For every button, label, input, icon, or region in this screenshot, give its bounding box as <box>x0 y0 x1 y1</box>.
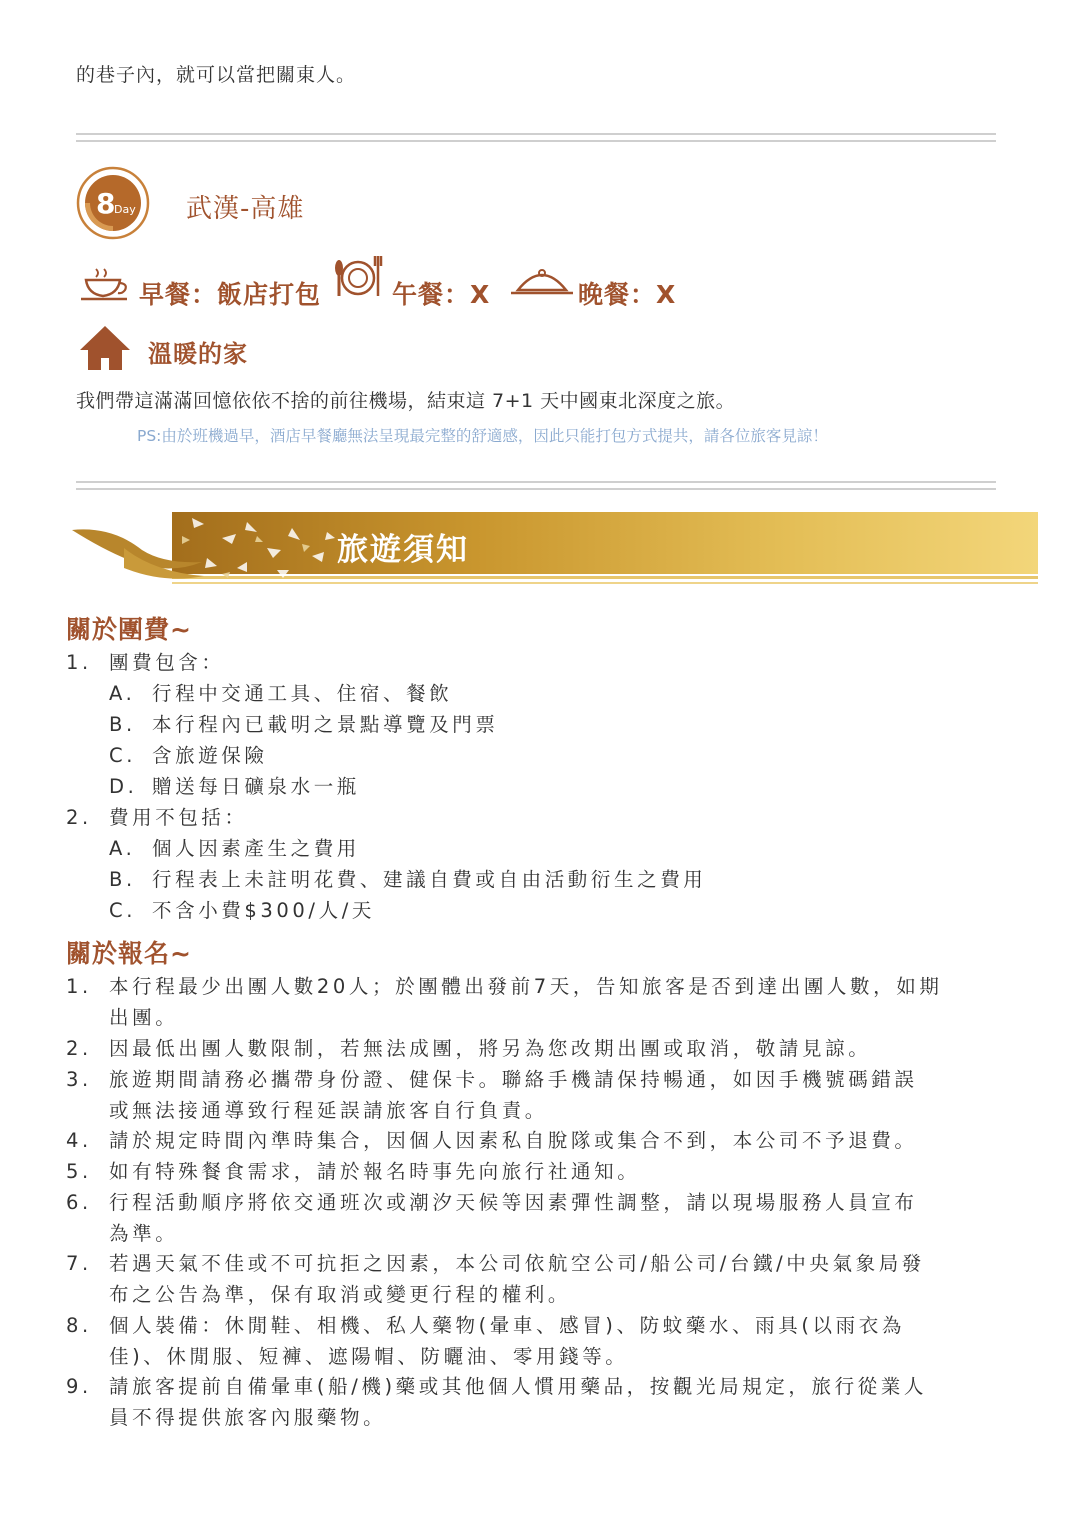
list-text: 費用不包括： <box>109 806 248 829</box>
divider-top <box>76 133 996 142</box>
list-text-line2: 或無法接通導致行程延誤請旅客自行負責。 <box>109 1099 548 1122</box>
divider-bottom <box>76 481 996 490</box>
list-text-line1: 若遇天氣不佳或不可抗拒之因素，本公司依航空公司/船公司/台鐵/中央氣象局發 <box>109 1252 925 1275</box>
list-number: 1. <box>66 651 92 674</box>
list-number: 6. <box>66 1191 92 1214</box>
list-text-line1: 請旅客提前自備暈車(船/機)藥或其他個人慣用藥品，按觀光局規定，旅行從業人 <box>109 1375 927 1398</box>
banner-title: 旅遊須知 <box>337 532 469 568</box>
list-letter: C. <box>109 899 137 922</box>
list-letter: B. <box>109 868 136 891</box>
list-text-line2: 布之公告為準，保有取消或變更行程的權利。 <box>109 1283 572 1306</box>
cloche-icon <box>508 268 576 298</box>
ps-note: PS:由於班機過早，酒店早餐廳無法呈現最完整的舒適感，因此只能打包方式提共，請各位旅客見諒！ <box>137 427 828 445</box>
day-badge-number: 8 <box>96 187 116 220</box>
intro-tail-text: 的巷子內，就可以當把關東人。 <box>76 64 357 86</box>
list-text-line1: 如有特殊餐食需求，請於報名時事先向旅行社通知。 <box>109 1160 641 1183</box>
list-number: 9. <box>66 1375 92 1398</box>
list-number: 8. <box>66 1314 92 1337</box>
list-number: 7. <box>66 1252 92 1275</box>
list-number: 3. <box>66 1068 92 1091</box>
list-text-line1: 本行程最少出團人數20人；於團體出發前7天，告知旅客是否到達出團人數，如期 <box>109 975 943 998</box>
day-description: 我們帶這滿滿回憶依依不捨的前往機場，結束這 7+1 天中國東北深度之旅。 <box>76 390 736 412</box>
list-text: 團費包含： <box>109 651 225 674</box>
list-text: 不含小費$300/人/天 <box>152 899 375 922</box>
day-badge-icon <box>76 166 150 240</box>
house-icon <box>78 324 132 372</box>
hotel-label: 溫暖的家 <box>148 340 248 368</box>
banner-graphic <box>72 508 1038 590</box>
list-text-line1: 請於規定時間內準時集合，因個人因素私自脫隊或集合不到，本公司不予退費。 <box>109 1129 918 1152</box>
list-letter: A. <box>109 682 136 705</box>
list-text: 含旅遊保險 <box>152 744 268 767</box>
list-text: 行程中交通工具、住宿、餐飲 <box>152 682 453 705</box>
fees-heading: 關於團費~ <box>66 615 192 644</box>
list-text: 本行程內已載明之景點導覽及門票 <box>152 713 499 736</box>
list-text: 贈送每日礦泉水一瓶 <box>152 775 360 798</box>
list-letter: B. <box>109 713 136 736</box>
list-letter: A. <box>109 837 136 860</box>
list-text-line1: 因最低出團人數限制，若無法成團，將另為您改期出團或取消，敬請見諒。 <box>109 1037 872 1060</box>
list-text-line2: 為準。 <box>109 1222 179 1245</box>
list-number: 4. <box>66 1129 92 1152</box>
list-text: 個人因素產生之費用 <box>152 837 360 860</box>
day-title: 武漢-高雄 <box>186 194 305 224</box>
plate-utensils-icon <box>332 254 388 300</box>
day-badge-unit: Day <box>114 203 136 216</box>
list-letter: D. <box>109 775 138 798</box>
lunch-label: 午餐：X <box>392 280 491 309</box>
list-number: 2. <box>66 806 92 829</box>
signup-heading: 關於報名~ <box>66 939 192 968</box>
list-text: 行程表上未註明花費、建議自費或自由活動衍生之費用 <box>152 868 707 891</box>
list-text-line1: 行程活動順序將依交通班次或潮汐天候等因素彈性調整，請以現場服務人員宣布 <box>109 1191 918 1214</box>
dinner-label: 晚餐：X <box>578 280 677 309</box>
list-text-line2: 佳)、休閒服、短褲、遮陽帽、防曬油、零用錢等。 <box>109 1345 629 1368</box>
list-number: 2. <box>66 1037 92 1060</box>
teacup-icon <box>78 266 134 304</box>
list-letter: C. <box>109 744 137 767</box>
breakfast-label: 早餐：飯店打包 <box>139 280 322 309</box>
list-text-line2: 出團。 <box>109 1006 179 1029</box>
list-number: 1. <box>66 975 92 998</box>
list-text-line2: 員不得提供旅客內服藥物。 <box>109 1406 387 1429</box>
list-text-line1: 個人裝備：休閒鞋、相機、私人藥物(暈車、感冒)、防蚊藥水、雨具(以雨衣為 <box>109 1314 905 1337</box>
notice-banner <box>72 508 1038 590</box>
list-text-line1: 旅遊期間請務必攜帶身份證、健保卡。聯絡手機請保持暢通，如因手機號碼錯誤 <box>109 1068 918 1091</box>
list-number: 5. <box>66 1160 92 1183</box>
